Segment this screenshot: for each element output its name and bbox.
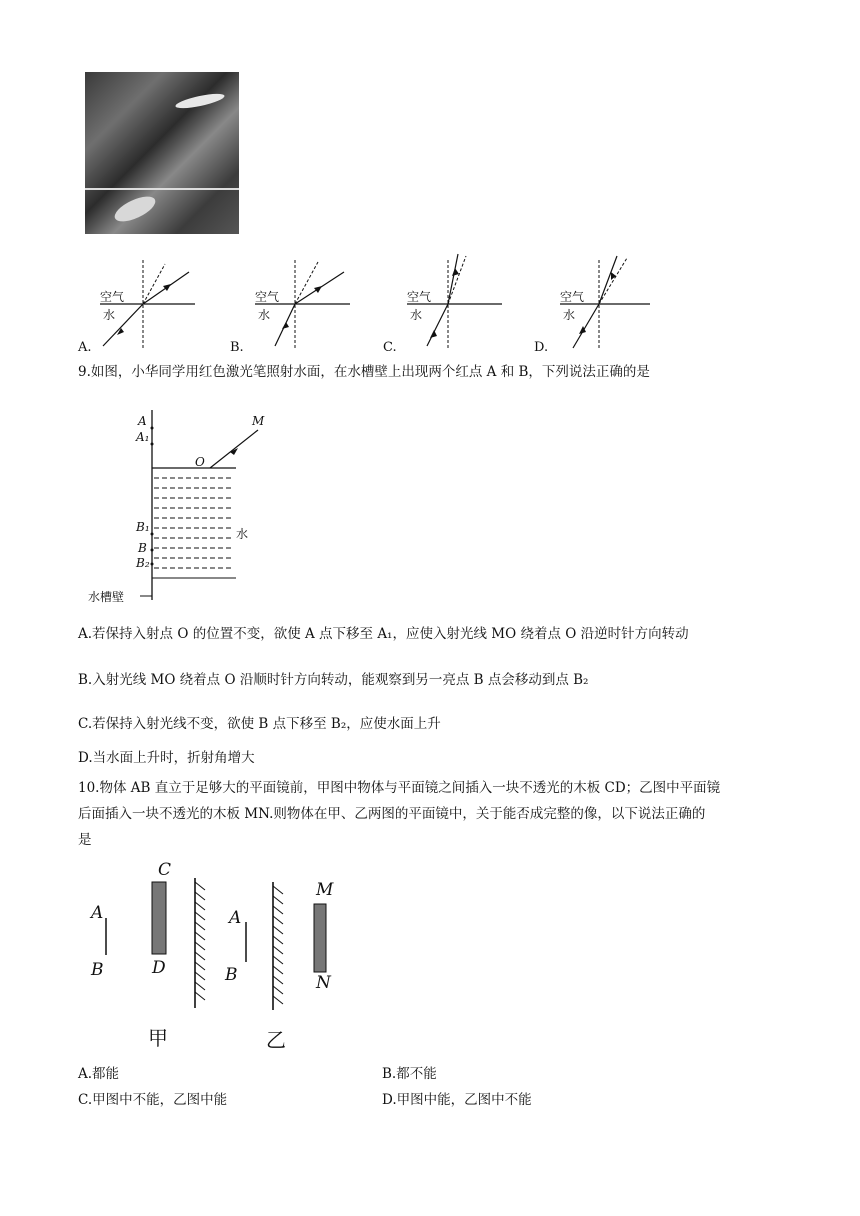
q9-option-d: D.当水面上升时，折射角增大 [78, 750, 255, 766]
option-d-label: D. [534, 340, 549, 355]
fig-yi-a: A [229, 908, 242, 928]
fish-photo [85, 72, 239, 234]
q10-option-d: D.甲图中能，乙图中不能 [382, 1092, 532, 1108]
fig-jia-label: 甲 [148, 1026, 168, 1050]
q10-option-a: A.都能 [78, 1066, 120, 1082]
q9-option-c: C.若保持入射光线不变，欲使 B 点下移至 B₂，应使水面上升 [78, 716, 441, 732]
fig-yi-m: M [316, 880, 334, 900]
air-label-b: 空气 [255, 290, 280, 304]
fig-jia-b: B [91, 960, 104, 980]
fig-jia-a: A [91, 903, 104, 923]
q9-tank-diagram [80, 400, 280, 600]
point-b2: B₂ [136, 556, 150, 570]
q10-option-c: C.甲图中不能，乙图中能 [78, 1092, 228, 1108]
point-o: O [195, 455, 205, 469]
q9-option-a: A.若保持入射点 O 的位置不变，欲使 A 点下移至 A₁，应使入射光线 MO 绕着点 O 沿逆时针方向转动 [78, 626, 689, 642]
bird-shape [175, 91, 226, 111]
q10-stem-line2: 后面插入一块不透光的木板 MN.则物体在甲、乙两图的平面镜中，关于能否成完整的像，以下说法正确的 [78, 806, 706, 822]
air-label-c: 空气 [407, 290, 432, 304]
fig-jia-c: C [158, 860, 172, 880]
tank-wall-label: 水槽壁 [88, 590, 125, 604]
water-surface-line [85, 188, 239, 190]
air-label-a: 空气 [100, 290, 125, 304]
fig-yi-b: B [225, 965, 238, 985]
water-label-a: 水 [103, 308, 116, 322]
water-label-b: 水 [258, 308, 271, 322]
option-c-label: C. [383, 340, 397, 355]
fig-yi-n: N [316, 973, 331, 993]
q9-stem: 9.如图，小华同学用红色激光笔照射水面，在水槽壁上出现两个红点 A 和 B，下列说法正确的是 [78, 364, 650, 380]
q9-option-b: B.入射光线 MO 绕着点 O 沿顺时针方向转动，能观察到另一亮点 B 点会移动到点 B₂ [78, 672, 589, 688]
point-m: M [252, 414, 265, 428]
air-label-d: 空气 [560, 290, 585, 304]
water-label: 水 [236, 527, 249, 541]
point-b: B [138, 541, 147, 555]
q10-stem-line3: 是 [78, 832, 92, 848]
q10-mirror-diagram [80, 860, 380, 1050]
point-a1: A₁ [136, 430, 150, 444]
fig-yi-label: 乙 [266, 1028, 286, 1052]
q10-stem-line1: 10.物体 AB 直立于足够大的平面镜前，甲图中物体与平面镜之间插入一块不透光的木板 CD；乙图中平面镜 [78, 780, 721, 796]
fish-shape [111, 192, 158, 227]
water-label-d: 水 [563, 308, 576, 322]
point-a: A [138, 414, 147, 428]
water-label-c: 水 [410, 308, 423, 322]
fig-jia-d: D [152, 958, 166, 978]
point-b1: B₁ [136, 520, 150, 534]
option-b-label: B. [230, 340, 244, 355]
option-a-label: A. [78, 340, 92, 355]
q10-option-b: B.都不能 [382, 1066, 437, 1082]
